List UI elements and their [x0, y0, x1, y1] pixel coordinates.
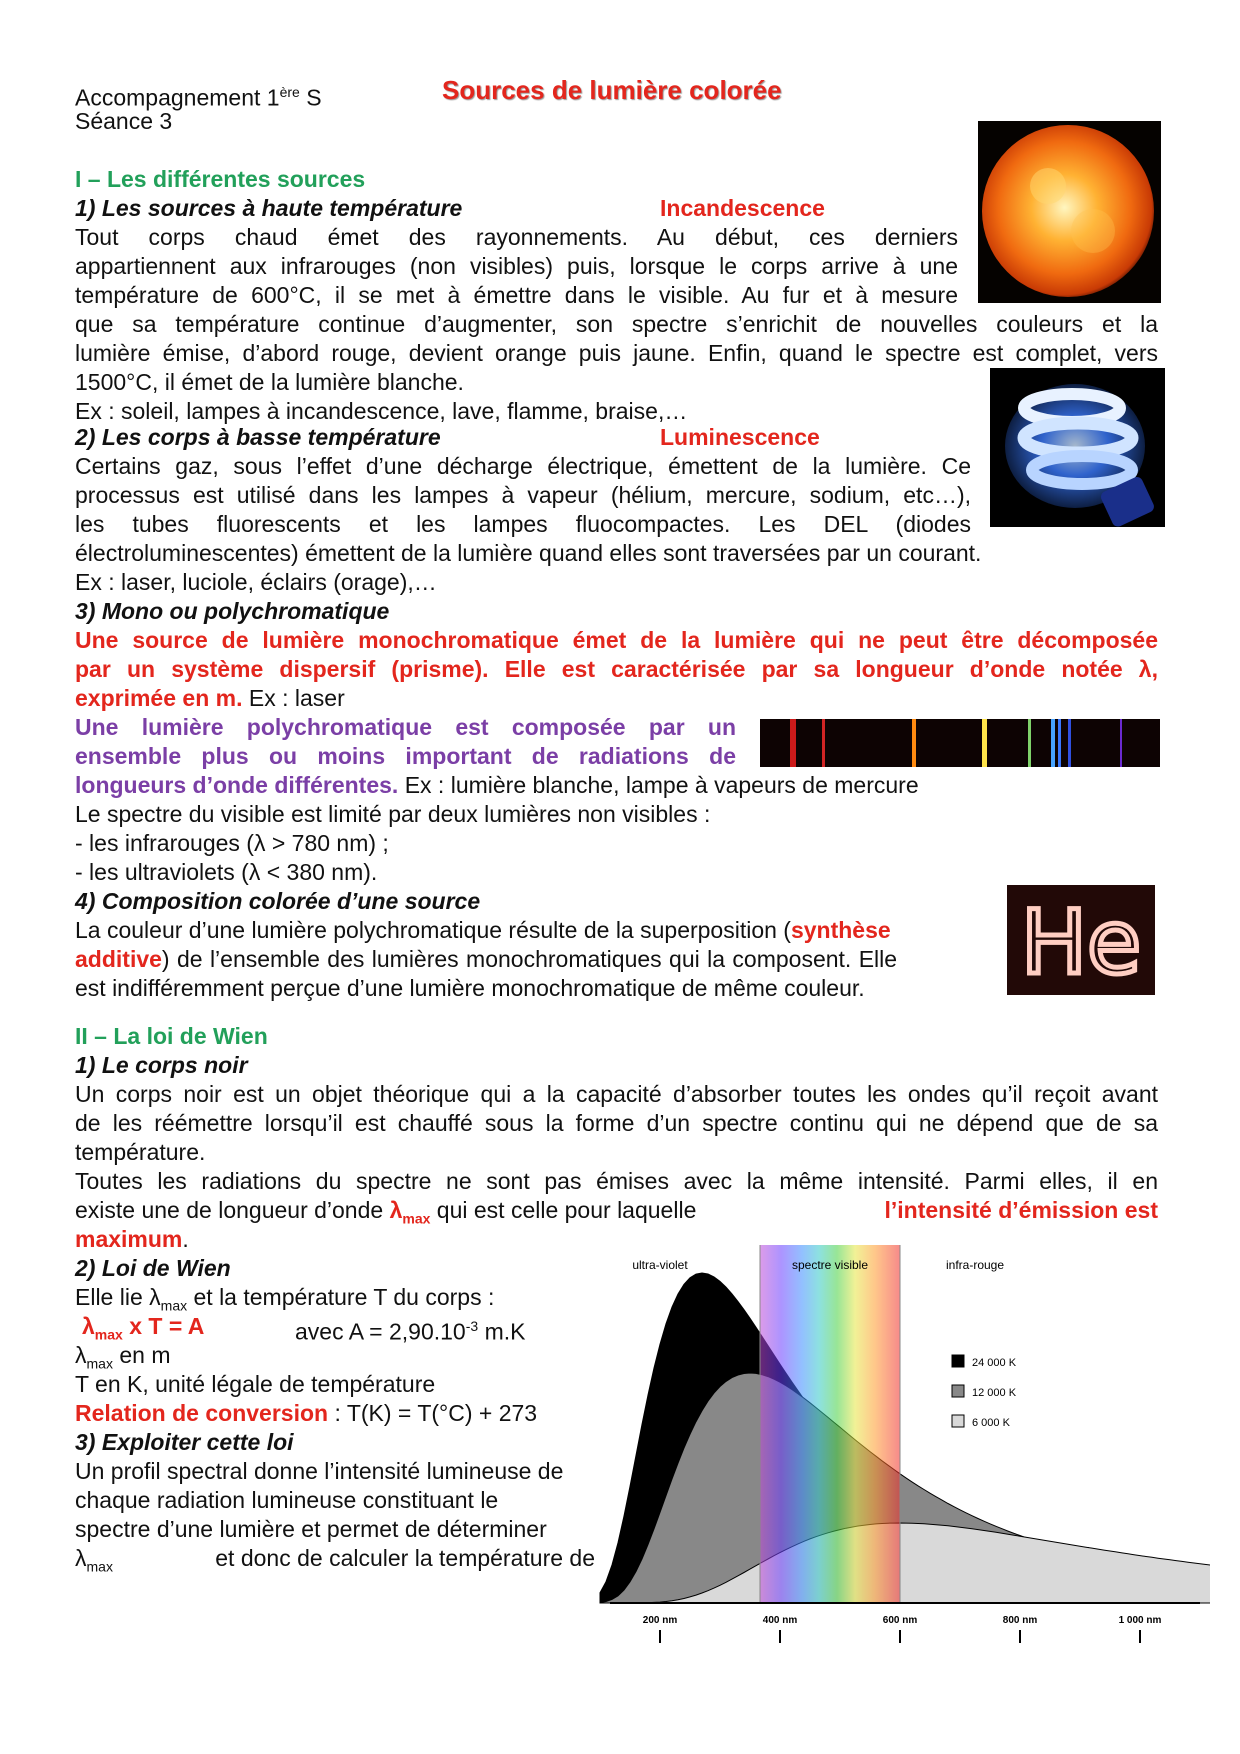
paragraph-line: - les ultraviolets (λ < 380 nm). [75, 859, 378, 885]
subsection-title: 4) Composition colorée d’une source [75, 888, 481, 914]
example-line: Ex : laser, luciole, éclairs (orage),… [75, 569, 437, 595]
definition-line: exprimée en m. Ex : laser [75, 685, 345, 711]
paragraph-line: - les infrarouges (λ > 780 nm) ; [75, 830, 389, 856]
legend-swatch [952, 1355, 964, 1367]
paragraph-line: de les réémettre lorsqu’il est chauffé sous la forme d’un spectre continu qui ne dépend que de sa [75, 1110, 1158, 1136]
paragraph-line: Un corps noir est un objet théorique qui a la capacité d’absorber toutes les ondes qu’il reçoit avant [75, 1081, 1158, 1107]
subsection-title: 2) Les corps à basse température [75, 424, 441, 450]
paragraph-line: additive) de l’ensemble des lumières monochromatiques qui la composent. Elle [75, 946, 898, 972]
legend-swatch [952, 1415, 964, 1427]
definition-line: longueurs d’onde différentes. Ex : lumière blanche, lampe à vapeurs de mercure [75, 772, 919, 798]
paragraph-line: est indifféremment perçue d’une lumière monochromatique de même couleur. [75, 975, 865, 1001]
paragraph-line: T en K, unité légale de température [75, 1371, 436, 1397]
legend-swatch [952, 1385, 964, 1397]
wien-formula: $\lambda_{max}$ x T = A [82, 1313, 205, 1343]
page-title: Sources de lumière colorée [442, 75, 782, 105]
definition-line: par un système dispersif (prisme). Elle est caractérisée par sa longueur d’onde notée λ, [75, 656, 1158, 682]
paragraph-line: chaque radiation lumineuse constituant le [75, 1487, 499, 1513]
subsection-title: 3) Mono ou polychromatique [75, 598, 390, 624]
conversion-line: Relation de conversion : T(K) = T(°C) + 273 [75, 1400, 538, 1426]
paragraph-line: existe une de longueur d’onde $\lambda_{max}$ qui est celle pour laquelle l’intensité d’émission est [75, 1197, 1158, 1227]
helium-sign-text: He [1020, 891, 1142, 994]
emission-spectrum-image [760, 719, 1160, 767]
section-heading: I – Les différentes sources [75, 166, 366, 192]
paragraph-line: température de 600°C, il se met à émettre dans le visible. Au fur et à mesure [75, 282, 958, 308]
helium-tube-image [1007, 885, 1155, 995]
paragraph-line: Certains gaz, sous l’effet d’une décharge électrique, émettent de la lumière. Ce [75, 453, 971, 479]
legend-label: 6 000 K [972, 1417, 1010, 1429]
paragraph-line: Elle lie $\lambda_{max}$ et la température T du corps : [75, 1284, 495, 1314]
legend-label: 12 000 K [972, 1387, 1017, 1399]
paragraph-line: 1500°C, il émet de la lumière blanche. [75, 369, 464, 395]
paragraph-line: lumière émise, d’abord rouge, devient orange puis jaune. Enfin, quand le spectre est complet, vers [75, 340, 1158, 366]
paragraph-line: Tout corps chaud émet des rayonnements. Au début, ces derniers [75, 224, 958, 250]
region-label: spectre visible [791, 1258, 869, 1272]
x-tick-label: 400 nm [762, 1615, 798, 1626]
region-label: ultra-violet [632, 1258, 688, 1272]
course-label: Accompagnement 1ère S [75, 84, 322, 111]
definition-line: Une source de lumière monochromatique émet de la lumière qui ne peut être décomposée [75, 627, 1158, 653]
paragraph-line: électroluminescentes) émettent de la lumière quand elles sont traversées par un courant. [75, 540, 982, 566]
paragraph-line: température. [75, 1139, 206, 1165]
subsection-title: 3) Exploiter cette loi [75, 1429, 294, 1455]
fluocompact-lamp-image [990, 368, 1165, 527]
wien-constant: avec $A = 2,90.10^{-3}$ m.K [295, 1318, 526, 1345]
definition-line: Une lumière polychromatique est composée par un [75, 714, 736, 740]
visible-spectrum-band [760, 1245, 900, 1603]
keyword-luminescence: Luminescence [660, 424, 820, 450]
x-tick-label: 800 nm [1002, 1615, 1038, 1626]
paragraph-line: Un profil spectral donne l’intensité lumineuse de [75, 1458, 564, 1484]
paragraph-line: processus est utilisé dans les lampes à vapeur (hélium, mercure, sodium, etc…), [75, 482, 971, 508]
paragraph-line: appartiennent aux infrarouges (non visibles) puis, lorsque le corps arrive à une [75, 253, 958, 279]
keyword-incandescence: Incandescence [660, 195, 825, 221]
paragraph-line: maximum. [75, 1226, 189, 1252]
paragraph-line: que sa température continue d’augmenter, son spectre s’enrichit de nouvelles couleurs et la [75, 311, 1158, 337]
definition-line: ensemble plus ou moins important de radiations de [75, 743, 736, 769]
paragraph-line: $\lambda_{max}$ et donc de calculer la température de [75, 1545, 595, 1575]
subsection-title: 1) Les sources à haute température [75, 195, 463, 221]
paragraph-line: Le spectre du visible est limité par deux lumières non visibles : [75, 801, 711, 827]
paragraph-line: les tubes fluorescents et les lampes fluocompactes. Les DEL (diodes [75, 511, 971, 537]
x-tick-label: 1 000 nm [1118, 1615, 1162, 1626]
example-line: Ex : soleil, lampes à incandescence, lave, flamme, braise,… [75, 398, 688, 424]
blackbody-chart [580, 1245, 1210, 1645]
region-label: infra-rouge [945, 1258, 1005, 1272]
x-tick-label: 600 nm [882, 1615, 918, 1626]
subsection-title: 2) Loi de Wien [75, 1255, 231, 1281]
sun-image [978, 121, 1161, 303]
paragraph-line: Toutes les radiations du spectre ne sont pas émises avec la même intensité. Parmi elles, il en [75, 1168, 1158, 1194]
session-label: Séance 3 [75, 108, 173, 134]
paragraph-line: spectre d’une lumière et permet de déterminer [75, 1516, 547, 1542]
x-tick-label: 200 nm [642, 1615, 678, 1626]
section-heading: II – La loi de Wien [75, 1023, 268, 1049]
subsection-title: 1) Le corps noir [75, 1052, 248, 1078]
legend-label: 24 000 K [972, 1357, 1017, 1369]
paragraph-line: $\lambda_{max}$ en m [75, 1342, 171, 1372]
paragraph-line: La couleur d’une lumière polychromatique résulte de la superposition (synthèse [75, 917, 891, 943]
